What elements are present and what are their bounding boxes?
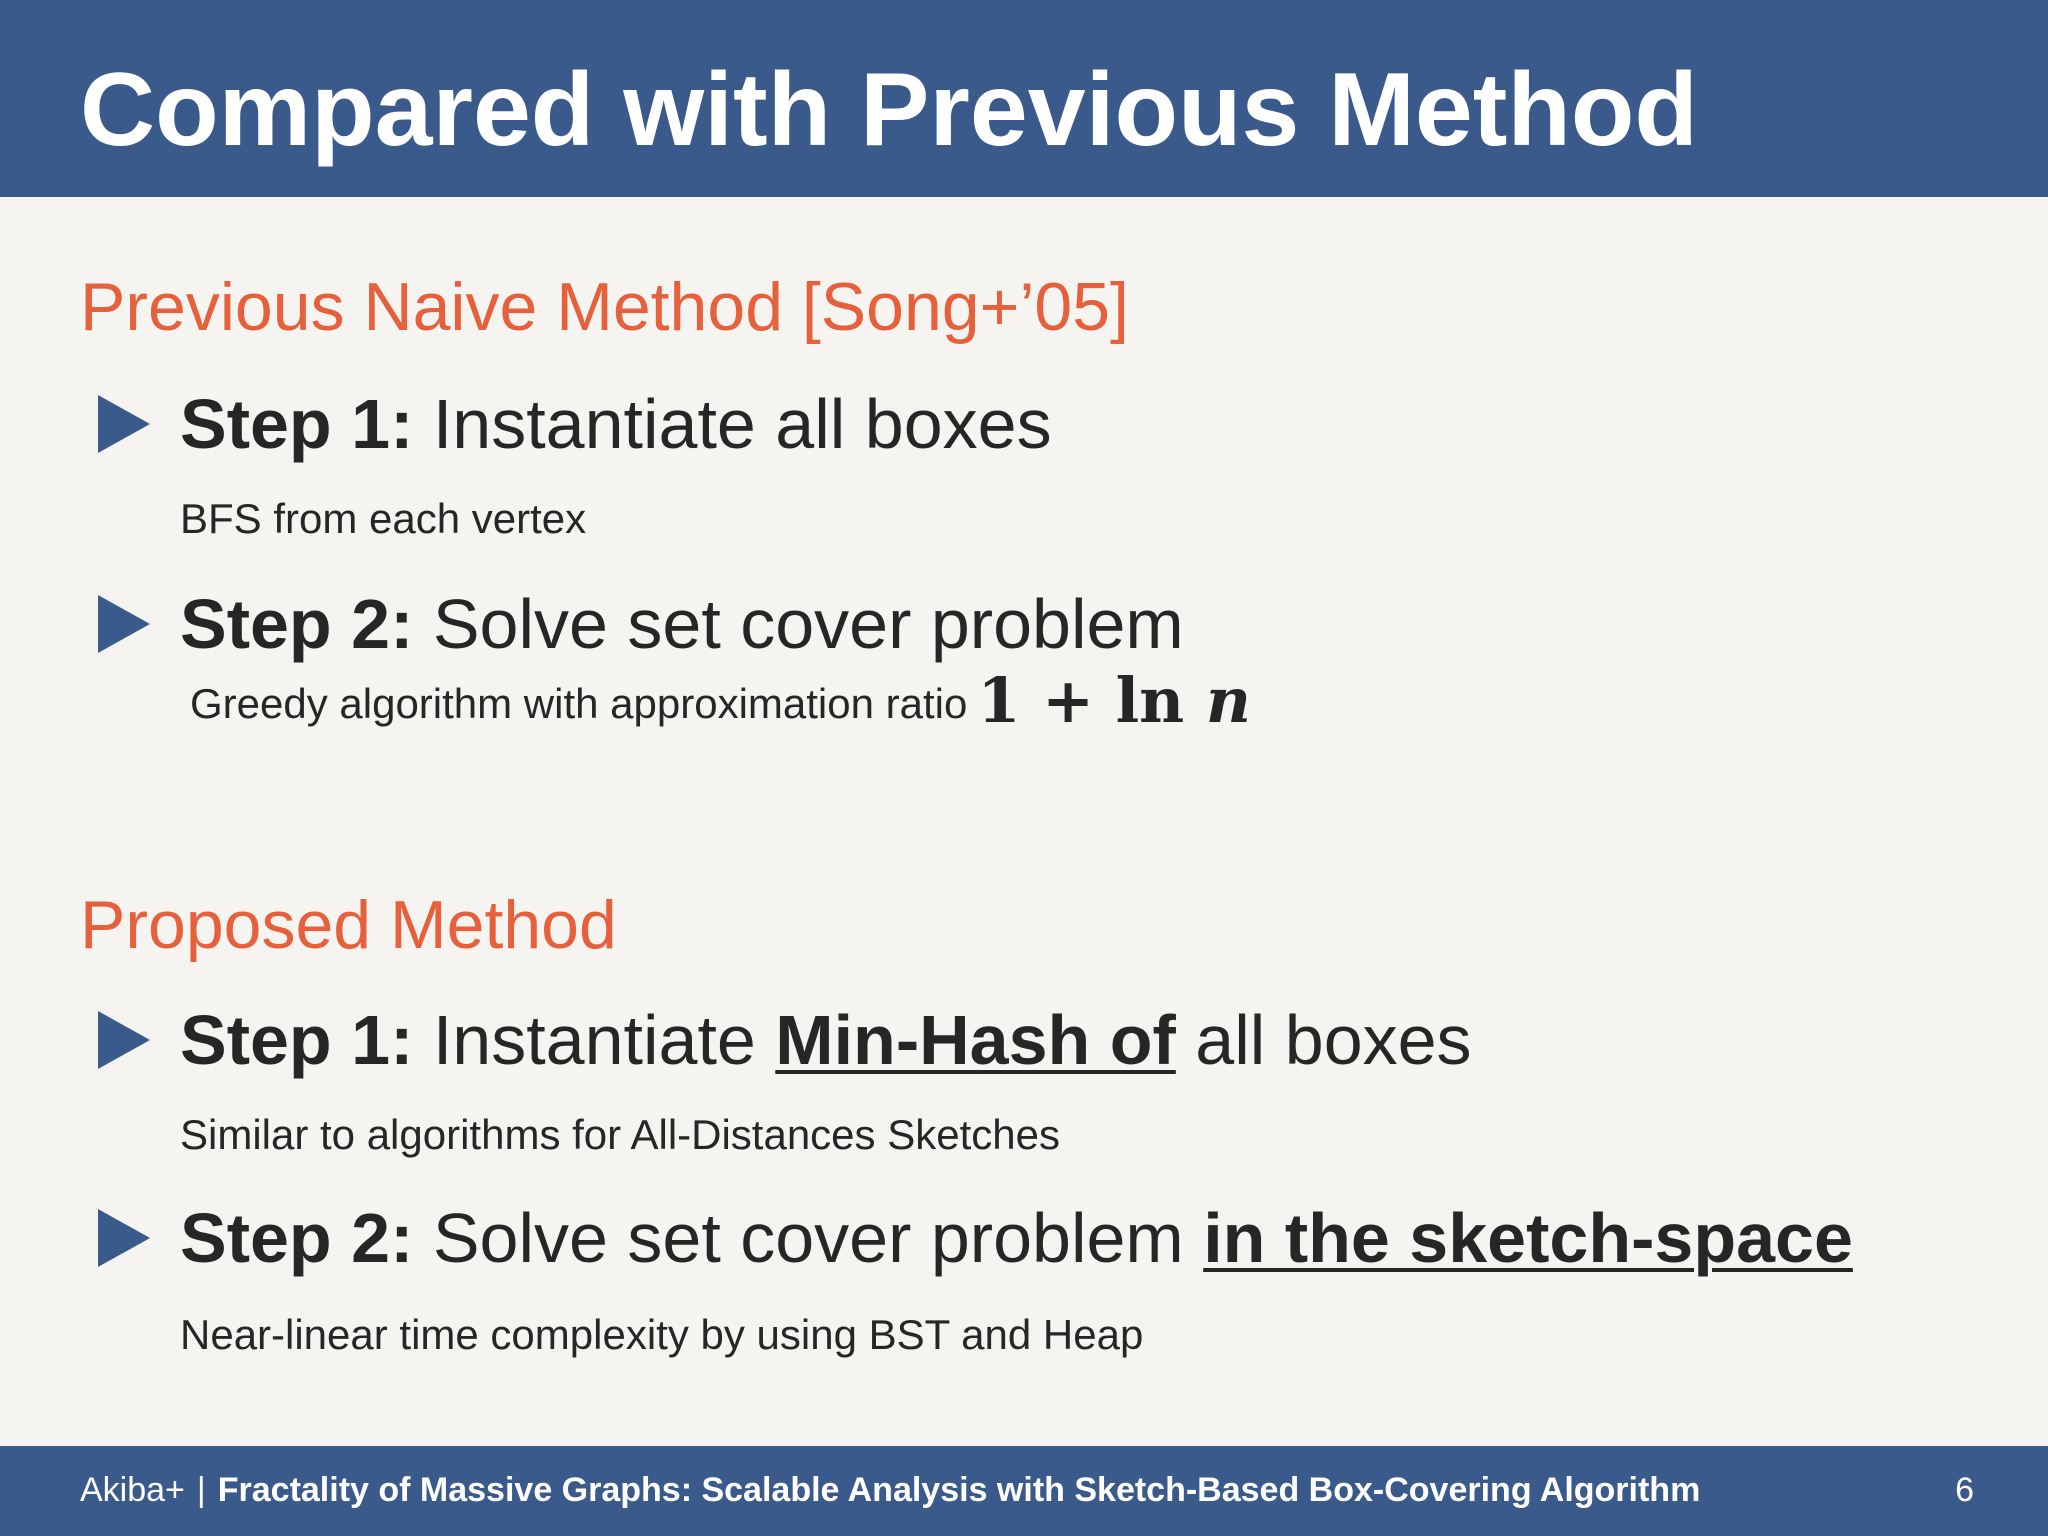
step-label: Step 1: — [180, 385, 414, 463]
previous-step2 — [180, 583, 1184, 665]
title-bar — [0, 0, 2048, 197]
triangle-bullet-icon — [98, 395, 150, 453]
step-label: Step 1: — [180, 1001, 414, 1079]
step-text-after: all boxes — [1195, 1001, 1472, 1079]
step-emphasis: in the sketch-space — [1203, 1199, 1853, 1277]
step-text: Solve set cover problem — [432, 585, 1184, 663]
triangle-bullet-icon — [98, 1209, 150, 1267]
step-emphasis: Min-Hash of — [775, 1001, 1176, 1079]
proposed-step2 — [180, 1197, 1853, 1279]
footer-citation — [80, 1468, 1700, 1512]
proposed-method-heading: Proposed Method — [80, 887, 617, 963]
triangle-bullet-icon — [98, 1011, 150, 1069]
slide-content — [0, 197, 2048, 1446]
page-number: 6 — [1955, 1471, 1974, 1509]
previous-step1 — [180, 383, 1052, 465]
footer-author: Akiba+ — [80, 1471, 185, 1509]
previous-step1-note: BFS from each vertex — [180, 495, 587, 542]
footer-paper-title: Fractality of Massive Graphs: Scalable Analysis with Sketch-Based Box-Covering Algorithm — [217, 1471, 1701, 1509]
proposed-step1-note: Similar to algorithms for All-Distances Sketches — [180, 1111, 1060, 1158]
footer-separator: | — [196, 1471, 206, 1509]
step-label: Step 2: — [180, 1199, 414, 1277]
formula-variable: n — [1205, 664, 1251, 737]
step-text: Solve set cover problem — [432, 1199, 1184, 1277]
approximation-ratio-formula — [977, 664, 1251, 737]
proposed-step2-note: Near-linear time complexity by using BST and Heap — [180, 1311, 1144, 1358]
step-text: Instantiate — [432, 1001, 756, 1079]
previous-method-heading: Previous Naive Method [Song+’05] — [80, 269, 1129, 345]
previous-step2-note — [190, 664, 1251, 737]
proposed-step1 — [180, 999, 1472, 1081]
formula-constant: 1 + ln — [977, 664, 1206, 737]
triangle-bullet-icon — [98, 595, 150, 653]
step-text: Instantiate all boxes — [432, 385, 1052, 463]
step-label: Step 2: — [180, 585, 414, 663]
note-text: Greedy algorithm with approximation ratio — [190, 680, 968, 727]
footer-bar — [0, 1446, 2048, 1536]
slide-title: Compared with Previous Method — [80, 52, 1698, 168]
